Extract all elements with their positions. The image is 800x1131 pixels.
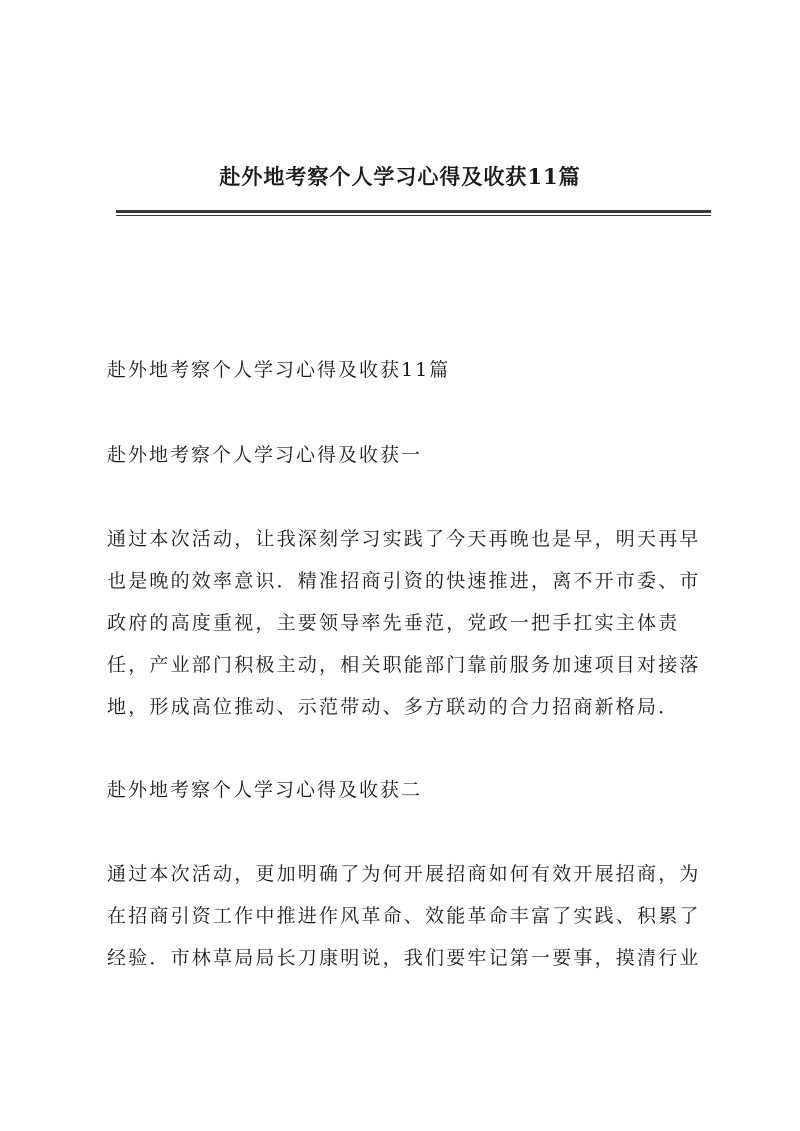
title-divider [116, 210, 711, 213]
section-1-line: 通过本次活动，让我深刻学习实践了今天再晚也是早，明天再早 [107, 528, 701, 550]
section-2-line: 经验．市林草局局长刀康明说，我们要牢记第一要事，摸清行业 [107, 947, 701, 969]
section-1-line: 也是晚的效率意识．精准招商引资的快速推进，离不开市委、市 [107, 570, 701, 592]
section-1-line: 地，形成高位推动、示范带动、多方联动的合力招商新格局． [107, 696, 680, 718]
document-title: 赴外地考察个人学习心得及收获11篇 [219, 164, 581, 189]
section-2-line: 通过本次活动，更加明确了为何开展招商如何有效开展招商，为 [107, 863, 701, 885]
section-2-heading: 赴外地考察个人学习心得及收获二 [107, 779, 423, 801]
title-divider-thin [116, 215, 711, 216]
section-1-line: 政府的高度重视，主要领导率先垂范，党政一把手扛实主体责 [107, 612, 680, 634]
document-subtitle: 赴外地考察个人学习心得及收获11篇 [107, 359, 451, 381]
section-1-heading: 赴外地考察个人学习心得及收获一 [107, 444, 423, 466]
section-2-line: 在招商引资工作中推进作风革命、效能革命丰富了实践、积累了 [107, 905, 701, 927]
section-1-line: 任，产业部门积极主动，相关职能部门靠前服务加速项目对接落 [107, 654, 701, 676]
